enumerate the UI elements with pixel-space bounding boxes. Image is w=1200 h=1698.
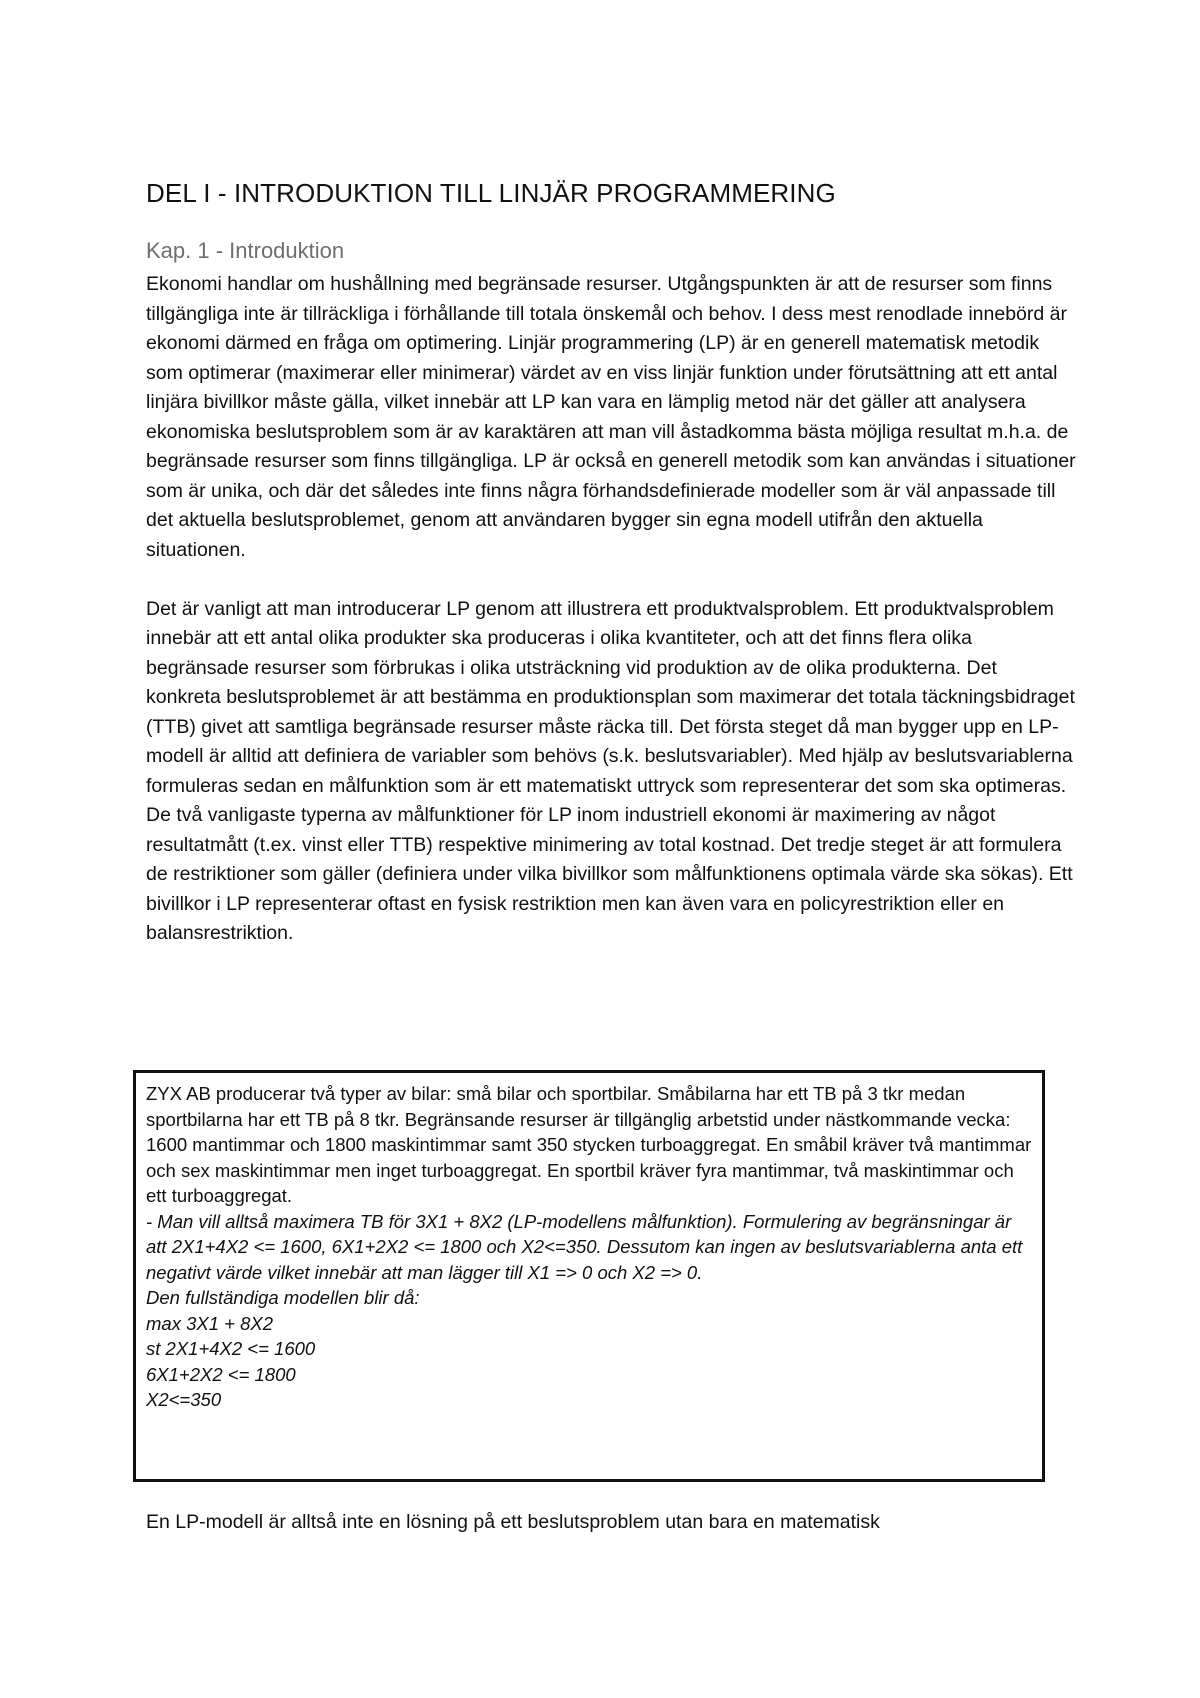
example-explanation: - Man vill alltså maximera TB för 3X1 + 8X2 (LP-modellens målfunktion). Formulering av begränsningar är att 2X1+4X2 <= 1600, 6X1+2X2 <= 1800 och X2<=350. Dessutom kan ingen av beslutsvariablerna anta ett negativt värde vilket innebär att man lägger till X1 => 0 och X2 => 0. — [146, 1210, 1023, 1283]
model-line-constraint-3: X2<=350 — [146, 1389, 222, 1410]
model-line-objective: max 3X1 + 8X2 — [146, 1312, 274, 1334]
example-box — [133, 1070, 1045, 1482]
model-heading: Den fullständiga modellen blir då: — [146, 1287, 420, 1308]
chapter-title: Kap. 1 - Introduktion — [146, 238, 345, 263]
part-title: DEL I - INTRODUKTION TILL LINJÄR PROGRAMMERING — [146, 178, 836, 208]
trailing-paragraph: En LP-modell är alltså inte en lösning på ett beslutsproblem utan bara en matematisk — [146, 1511, 880, 1533]
document-content — [146, 178, 1076, 949]
paragraph-1: Ekonomi handlar om hushållning med begränsade resurser. Utgångspunkten är att de resurser som finns tillgängliga inte är tillräckliga i förhållande till totala önskemål och behov. I dess mest renodlade innebörd är ekonomi därmed en fråga om optimering. Linjär programmering (LP) är en generell matematisk metodik som optimerar (maximerar eller minimerar) värdet av en viss linjär funktion under förutsättning att ett antal linjära bivillkor måste gälla, vilket innebär att LP kan vara en lämplig metod när det gäller att analysera ekonomiska beslutsproblem som är av karaktären att man vill åstadkomma bästa möjliga resultat m.h.a. de begränsade resurser som finns tillgängliga. LP är också en generell metodik som kan användas i situationer som är unika, och där det således inte finns några förhandsdefinierade modeller som är väl anpassade till det aktuella beslutsproblemet, genom att användaren bygger sin egna modell utifrån den aktuella situationen. — [146, 273, 1076, 561]
paragraph-2: Det är vanligt att man introducerar LP genom att illustrera ett produktvalsproblem. Ett produktvalsproblem innebär att ett antal olika produkter ska produceras i olika kvantiteter, och att det finns flera olika begränsade resurser som förbrukas i olika utsträckning vid produktion av de olika produkterna. Det konkreta beslutsproblemet är att bestämma en produktionsplan som maximerar det totala täckningsbidraget (TTB) givet att samtliga begränsade resurser måste räcka till. Det första steget då man bygger upp en LP-modell är alltid att definiera de variabler som behövs (s.k. beslutsvariabler). Med hjälp av beslutsvariablerna formuleras sedan en målfunktion som är ett matematiskt uttryck som representerar det som ska optimeras. De två vanligaste typerna av målfunktioner för LP inom industriell ekonomi är maximering av något resultatmått (t.ex. vinst eller TTB) respektive minimering av total kostnad. Det tredje steget är att formulera de restriktioner som gäller (definiera under vilka bivillkor som målfunktionens optimala värde ska sökas). Ett bivillkor i LP representerar oftast en fysisk restriktion men kan även vara en policyrestriktion eller en balansrestriktion. — [146, 597, 1075, 944]
model-line-constraint-2: 6X1+2X2 <= 1800 — [146, 1363, 296, 1385]
example-intro: ZYX AB producerar två typer av bilar: små bilar och sportbilar. Småbilarna har ett TB på 3 tkr medan sportbilarna har ett TB på 8 tkr. Begränsande resurser är tillgänglig arbetstid under nästkommande vecka: 1600 mantimmar och 1800 maskintimmar samt 350 stycken turboaggregat. En småbil kräver två mantimmar och sex maskintimmar men inget turboaggregat. En sportbil kräver fyra mantimmar, två maskintimmar och ett turboaggregat. — [146, 1083, 1032, 1206]
model-line-constraint-1: st 2X1+4X2 <= 1600 — [146, 1338, 316, 1359]
